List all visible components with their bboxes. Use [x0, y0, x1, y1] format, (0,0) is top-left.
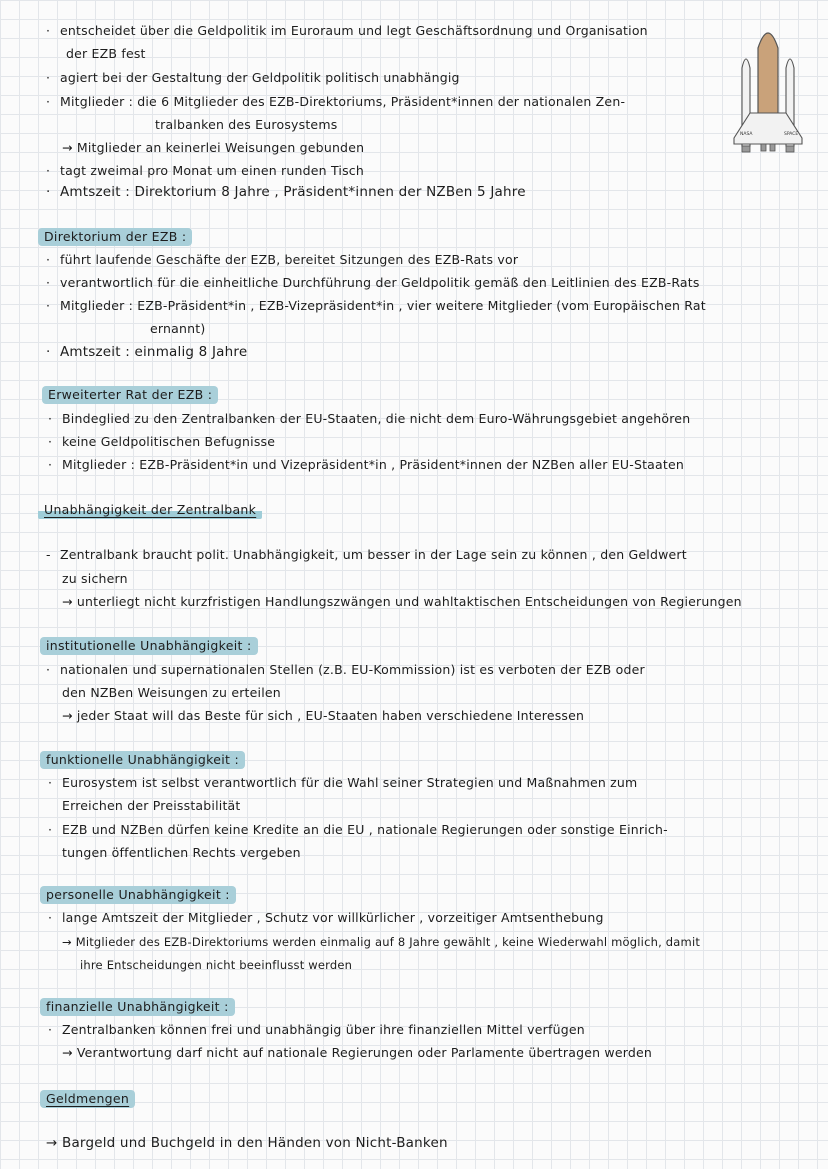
note-line: der EZB fest [66, 46, 146, 61]
note-line: → Mitglieder des EZB-Direktoriums werden einmalig auf 8 Jahre gewählt , keine Wiederwahl möglich, damit [62, 935, 701, 949]
note-line: - Zentralbank braucht polit. Unabhängigkeit, um besser in der Lage sein zu können , den Geldwert [46, 547, 687, 562]
shuttle-nozzle [770, 144, 775, 151]
note-line: → unterliegt nicht kurzfristigen Handlungszwängen und wahltaktischen Entscheidungen von Regierungen [62, 594, 742, 609]
note-line: · Mitglieder : die 6 Mitglieder des EZB-Direktoriums, Präsident*innen der nationalen Zen- [46, 94, 626, 109]
section-heading-finanzielle: finanzielle Unabhängigkeit : [40, 998, 235, 1016]
sticker-label-right: SPACE [784, 132, 799, 137]
section-heading-geldmengen: Geldmengen [40, 1090, 135, 1108]
note-line: · Eurosystem ist selbst verantwortlich für die Wahl seiner Strategien und Maßnahmen zum [48, 775, 638, 790]
note-line: → Bargeld und Buchgeld in den Händen von Nicht-Banken [46, 1135, 448, 1151]
note-line: · verantwortlich für die einheitliche Durchführung der Geldpolitik gemäß den Leitlinien des EZB-Rats [46, 275, 700, 290]
section-heading-erweiterter-rat: Erweiterter Rat der EZB : [42, 386, 218, 404]
note-line: tralbanken des Eurosystems [155, 117, 338, 132]
note-line: · Mitglieder : EZB-Präsident*in , EZB-Vizepräsident*in , vier weitere Mitglieder (vom Europäischen Rat [46, 298, 706, 313]
note-line: Erreichen der Preisstabilität [62, 798, 241, 813]
shuttle-nozzle [761, 144, 766, 151]
note-line: tungen öffentlichen Rechts vergeben [62, 845, 301, 860]
note-line: · nationalen und supernationalen Stellen (z.B. EU-Kommission) ist es verboten der EZB oder [46, 662, 645, 677]
note-line: · entscheidet über die Geldpolitik im Euroraum und legt Geschäftsordnung und Organisation [46, 23, 648, 38]
note-line: · Zentralbanken können frei und unabhängig über ihre finanziellen Mittel verfügen [48, 1022, 585, 1037]
section-heading-personelle: personelle Unabhängigkeit : [40, 886, 236, 904]
space-shuttle-sticker [728, 18, 808, 168]
note-line: ihre Entscheidungen nicht beeinflusst werden [80, 958, 353, 972]
note-line: → jeder Staat will das Beste für sich , EU-Staaten haben verschiedene Interessen [62, 708, 585, 723]
note-line: → Mitglieder an keinerlei Weisungen gebunden [62, 140, 365, 155]
note-line: · lange Amtszeit der Mitglieder , Schutz vor willkürlicher , vorzeitiger Amtsenthebung [48, 910, 604, 925]
note-line: · Mitglieder : EZB-Präsident*in und Vizepräsident*in , Präsident*innen der NZBen aller EU-Staaten [48, 457, 685, 472]
sticker-label-left: NASA [740, 132, 753, 137]
note-line: ernannt) [150, 321, 206, 336]
section-heading-direktorium: Direktorium der EZB : [38, 228, 192, 246]
section-heading-unabhaengigkeit: Unabhängigkeit der Zentralbank [38, 501, 262, 519]
note-line: · Amtszeit : Direktorium 8 Jahre , Präsident*innen der NZBen 5 Jahre [46, 184, 526, 200]
note-line: · keine Geldpolitischen Befugnisse [48, 434, 276, 449]
shuttle-nozzle [786, 146, 794, 152]
note-line: den NZBen Weisungen zu erteilen [62, 685, 281, 700]
shuttle-nozzle [742, 146, 750, 152]
note-line: → Verantwortung darf nicht auf nationale Regierungen oder Parlamente übertragen werden [62, 1045, 653, 1060]
note-line: · tagt zweimal pro Monat um einen runden Tisch [46, 163, 364, 178]
section-heading-institutionelle: institutionelle Unabhängigkeit : [40, 637, 258, 655]
note-line: · agiert bei der Gestaltung der Geldpolitik politisch unabhängig [46, 70, 460, 85]
note-line: · Amtszeit : einmalig 8 Jahre [46, 344, 248, 360]
note-line: · Bindeglied zu den Zentralbanken der EU-Staaten, die nicht dem Euro-Währungsgebiet angehören [48, 411, 691, 426]
note-line: zu sichern [62, 571, 128, 586]
note-line: · EZB und NZBen dürfen keine Kredite an die EU , nationale Regierungen oder sonstige Einrich- [48, 822, 668, 837]
note-line: · führt laufende Geschäfte der EZB, bereitet Sitzungen des EZB-Rats vor [46, 252, 519, 267]
section-heading-funktionelle: funktionelle Unabhängigkeit : [40, 751, 245, 769]
